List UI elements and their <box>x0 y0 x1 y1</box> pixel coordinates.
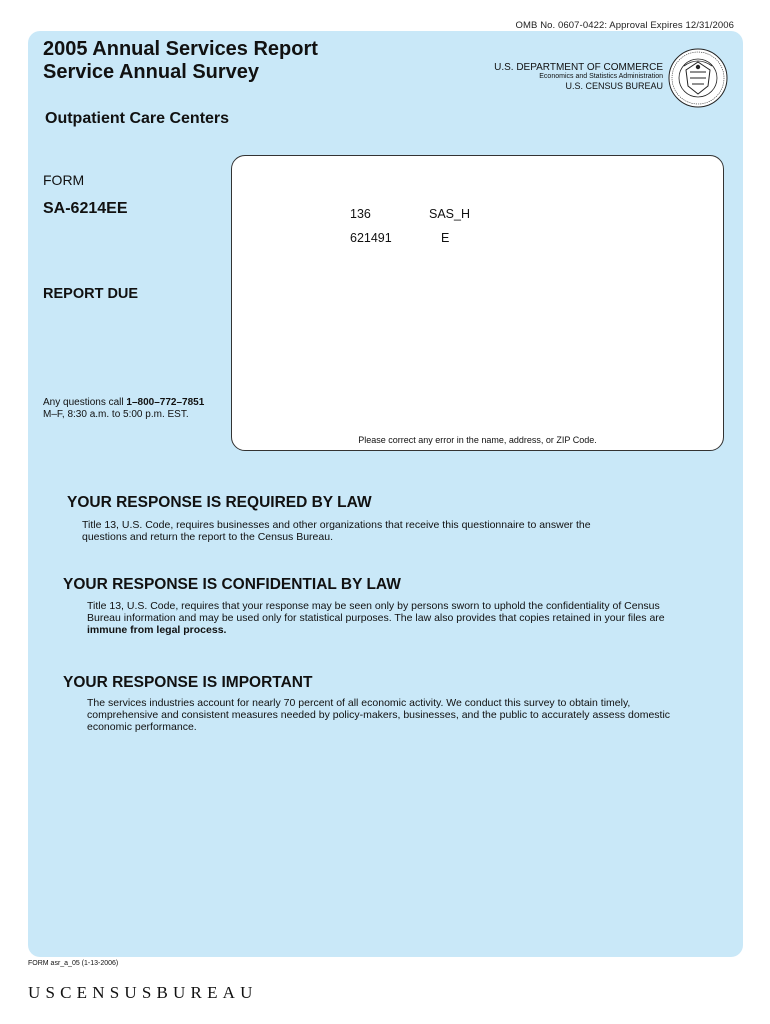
section-heading-required: YOUR RESPONSE IS REQUIRED BY LAW <box>67 494 372 511</box>
industry-title: Outpatient Care Centers <box>45 110 230 127</box>
text-line: Title 13, U.S. Code, requires that your response may be seen only by persons sworn to uphold the confidentiality of Census <box>87 600 660 612</box>
survey-title: Service Annual Survey <box>43 61 260 83</box>
text-line <box>87 624 665 636</box>
report-title: 2005 Annual Services Report <box>43 38 318 60</box>
form-number: SA-6214EE <box>43 200 128 217</box>
department-of-commerce-seal-icon <box>668 48 728 108</box>
omb-approval-notice: OMB No. 0607-0422: Approval Expires 12/31/2006 <box>515 20 734 31</box>
bold-text: immune from legal process. <box>87 624 227 636</box>
address-correction-note: Please correct any error in the name, address, or ZIP Code. <box>358 435 597 445</box>
id-code-1: 136 <box>350 207 371 221</box>
survey-code: SAS_H <box>429 207 470 221</box>
questions-phone-line <box>43 397 204 409</box>
section-text-important <box>87 697 670 733</box>
department-name: U.S. DEPARTMENT OF COMMERCE <box>494 62 663 73</box>
bureau-name: U.S. CENSUS BUREAU <box>565 81 663 91</box>
text-line: The services industries account for nearly 70 percent of all economic activity. We conduct this survey to obtain timely, <box>87 697 631 709</box>
naics-code: 621491 <box>350 231 392 245</box>
section-text-required <box>82 519 591 543</box>
text-line: comprehensive and consistent measures needed by policy-makers, businesses, and the public to accurately assess domestic <box>87 709 671 721</box>
form-label: FORM <box>43 172 85 188</box>
form-code: FORM asr_a_05 (1-13-2006) <box>28 960 119 967</box>
census-bureau-wordmark: USCENSUSBUREAU <box>28 983 258 1002</box>
administration-name: Economics and Statistics Administration <box>539 73 663 80</box>
text-line: questions and return the report to the Census Bureau. <box>82 531 333 543</box>
text-line: Title 13, U.S. Code, requires businesses and other organizations that receive this questionnaire to answer the <box>82 519 591 531</box>
office-hours: M–F, 8:30 a.m. to 5:00 p.m. EST. <box>43 409 189 420</box>
questions-prefix: Any questions call <box>43 397 127 408</box>
text-line: Bureau information and may be used only for statistical purposes. The law also provides that copies retained in your files are <box>87 612 665 624</box>
section-heading-important: YOUR RESPONSE IS IMPORTANT <box>63 674 313 691</box>
report-due-label: REPORT DUE <box>43 286 139 302</box>
section-text-confidential <box>87 600 665 636</box>
mailing-address-box <box>231 155 724 451</box>
text-line: economic performance. <box>87 721 197 733</box>
phone-number: 1–800–772–7851 <box>126 397 205 408</box>
questions-contact <box>43 397 204 421</box>
form-type-code: E <box>441 231 450 245</box>
section-heading-confidential: YOUR RESPONSE IS CONFIDENTIAL BY LAW <box>63 576 401 593</box>
